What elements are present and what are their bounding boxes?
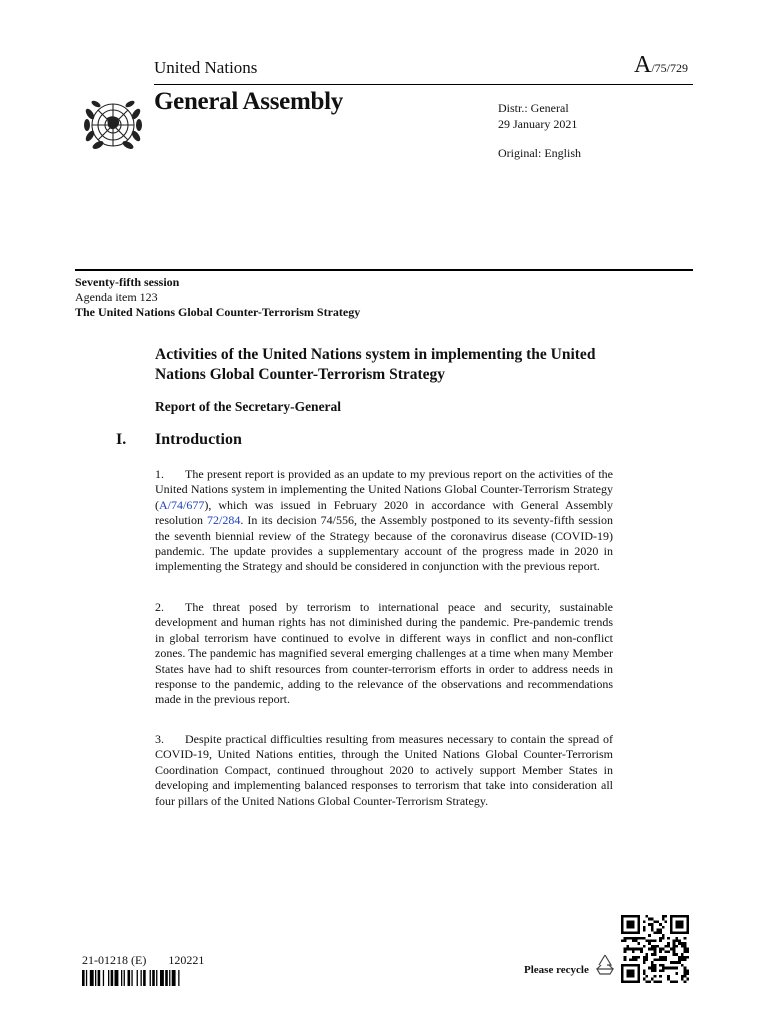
section-title: Introduction xyxy=(155,431,242,448)
organization-name: United Nations xyxy=(154,58,258,77)
print-date: 120221 xyxy=(168,953,205,967)
section-number: I. xyxy=(116,431,127,448)
qr-code-icon xyxy=(621,915,689,983)
paragraph-number: 3. xyxy=(155,732,164,746)
paragraph-number: 2. xyxy=(155,600,164,614)
document-symbol xyxy=(634,52,688,79)
report-title: Activities of the United Nations system in implementing the United Nations Global Counter-Terrorism Strategy xyxy=(155,346,596,383)
agenda-item: Agenda item 123 xyxy=(75,290,158,304)
paragraph-number: 1. xyxy=(155,467,164,481)
distribution: Distr.: General xyxy=(498,101,569,115)
issue-date: 29 January 2021 xyxy=(498,117,578,131)
session-block xyxy=(75,275,360,320)
recycle-label: Please recycle xyxy=(524,964,589,976)
paragraph-text: Despite practical difficulties resulting from measures necessary to contain the spread of COVID-19, United Nations entities, through the United Nations Global Counter-Terrorism Coordination Compact, continued throughout 2020 to actively support Member States in developing and implementing balanced responses to terrorism that take into consideration all four pillars of the United Nations Global Counter-Terrorism Strategy. xyxy=(155,732,613,808)
resolution-link[interactable]: 72/284 xyxy=(207,513,241,528)
paragraph-2 xyxy=(155,600,613,708)
distribution-block xyxy=(498,100,577,132)
header-rule xyxy=(154,84,693,85)
symbol-letter: A xyxy=(634,52,652,78)
job-number: 21-01218 (E) xyxy=(82,953,147,967)
paragraph-text: The threat posed by terrorism to international peace and security, sustainable development and human rights has not diminished during the pandemic. Pre-pandemic trends in global terrorism have continued to evolve in different ways in conflict and non-conflict zones. The pandemic has magnified several emerging challenges at a time when many Member States have had to shift resources from counter-terrorism efforts in order to address needs in response to the pandemic, adding to the relevance of the observations and recommendations made in the previous report. xyxy=(155,600,613,707)
paragraph-1 xyxy=(155,467,613,575)
symbol-number: /75/729 xyxy=(651,61,689,75)
paragraph-text: ), which was issued in February 2020 in accordance with General Assembly resolution xyxy=(155,497,613,528)
job-number-line xyxy=(82,953,204,968)
barcode-icon xyxy=(82,970,210,986)
un-emblem-icon xyxy=(80,92,146,158)
recycle-icon xyxy=(592,952,618,978)
paragraph-3 xyxy=(155,732,613,809)
agenda-title: The United Nations Global Counter-Terrorism Strategy xyxy=(75,305,361,319)
organ-title: General Assembly xyxy=(154,88,343,115)
session-name: Seventy-fifth session xyxy=(75,275,180,289)
original-language: Original: English xyxy=(498,146,581,160)
paragraph-text: The present report is provided as an update to my previous report on the activities of the United Nations system in implementing the United Nations Global Counter-Terrorism Strategy ( xyxy=(155,467,613,512)
session-rule xyxy=(75,269,693,271)
paragraph-text: . In its decision 74/556, the Assembly postponed to its seventy-fifth session the seventh biennial review of the Strategy because of the coronavirus disease (COVID-19) pandemic. The update provides a supplementary account of the progress made in 2020 in implementing the Strategy and should be considered in conjunction with the previous report. xyxy=(155,513,613,574)
document-link[interactable]: A/74/677 xyxy=(159,497,205,512)
report-subtitle: Report of the Secretary-General xyxy=(155,399,342,414)
